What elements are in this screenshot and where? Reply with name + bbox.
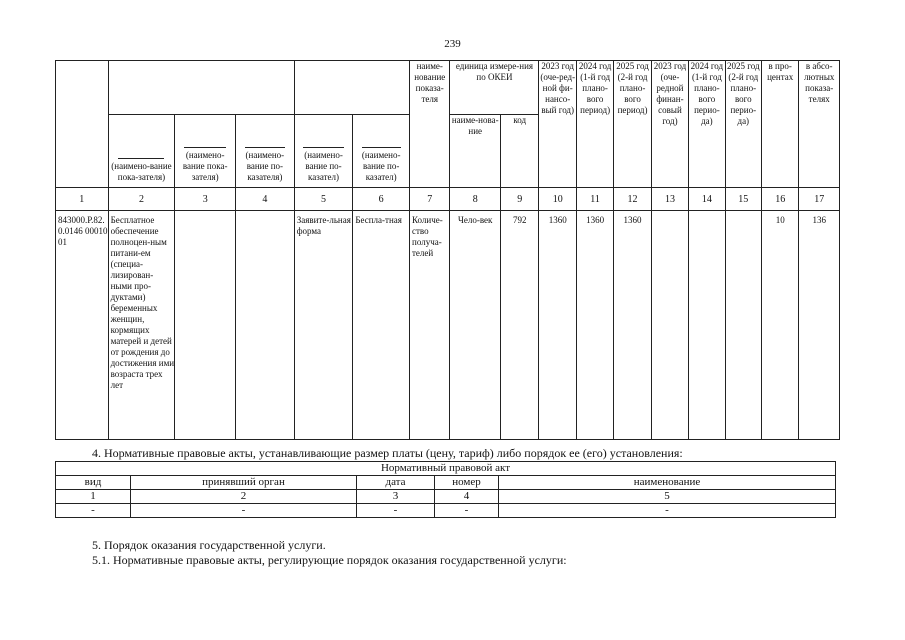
col-number: 5 [499,490,836,504]
col-number: 1 [56,490,131,504]
col-number: 11 [576,188,613,211]
col-number: 4 [236,188,295,211]
subheader-name-2: (наимено-вание пока-зателя) [175,115,236,188]
legal-act-caption: Нормативный правовой акт [56,462,836,476]
header-2023-b: 2023 год (оче-редной финан-совый год) [651,61,688,188]
header-unit-okei: единица измере-ния по ОКЕИ [450,61,539,115]
col-number: 1 [56,188,109,211]
value-2025: 1360 [614,211,651,440]
header-type: вид [56,476,131,490]
registry-number: 843000.Р.82.0.0146 0001001 [56,211,109,440]
condition-payment: Беспла-тная [353,211,410,440]
col-number: 4 [435,490,499,504]
subheader-name-4: (наимено-вание по-казател) [294,115,353,188]
section-5-1-title: 5.1. Нормативные правовые акты, регулирующие порядок оказания государственной услуги: [92,553,567,567]
col-number: 2 [108,188,175,211]
header-2024-b: 2024 год (1-й год плано-вого перио-да) [689,61,725,188]
col-number: 10 [539,188,576,211]
header-2025-b: 2025 год (2-й год плано-вого перио-да) [725,61,761,188]
page-number: 239 [444,38,461,50]
header-percent: в про-центах [761,61,798,188]
cell-value: - [131,504,357,518]
col-number: 3 [357,490,435,504]
cell [175,211,236,440]
col-number: 2 [131,490,357,504]
subheader-name-5: (наимено-вание по-казател) [353,115,410,188]
unit-name: Чело-век [450,211,501,440]
header-group-content [108,61,294,115]
cell-value: - [357,504,435,518]
header-title: наименование [499,476,836,490]
header-2023-a: 2023 год (оче-ред-ной фи-нансо-вый год) [539,61,576,188]
indicator-name: Количе-ство получа-телей [410,211,450,440]
header-indicator-name: наиме-нование показа-теля [410,61,450,188]
col-number: 7 [410,188,450,211]
cell-value: - [435,504,499,518]
header-unit-code: код [501,115,539,188]
col-number: 14 [689,188,725,211]
subheader-name-1: (наимено-вание пока-зателя) [108,115,175,188]
header-number: номер [435,476,499,490]
col-number: 13 [651,188,688,211]
cell [651,211,688,440]
section-5-title: 5. Порядок оказания государственной услуги. [92,538,326,552]
cell-value: - [499,504,836,518]
header-absolute: в абсо-лютных показа-телях [799,61,840,188]
col-number: 17 [799,188,840,211]
col-number: 15 [725,188,761,211]
header-cell-empty [56,61,109,188]
subheader-name-3: (наимено-вание по-казателя) [236,115,295,188]
header-authority: принявший орган [131,476,357,490]
header-group-conditions [294,61,409,115]
value-2023: 1360 [539,211,576,440]
unit-code: 792 [501,211,539,440]
service-content: Бесплатное обеспечение полноцен-ным питани-ем (специа-лизирован-ными про-дуктами) беременных женщин, кормящих матерей и детей от рождения до достижения ими возраста трех лет [108,211,175,440]
cell [689,211,725,440]
col-number: 12 [614,188,651,211]
col-number: 9 [501,188,539,211]
col-number: 8 [450,188,501,211]
header-2025-a: 2025 год (2-й год плано-вого период) [614,61,651,188]
header-2024-a: 2024 год (1-й год плано-вого период) [576,61,613,188]
condition-form: Заявите-льная форма [294,211,353,440]
cell [236,211,295,440]
header-date: дата [357,476,435,490]
deviation-absolute: 136 [799,211,840,440]
col-number: 3 [175,188,236,211]
deviation-percent: 10 [761,211,798,440]
cell [725,211,761,440]
col-number: 5 [294,188,353,211]
col-number: 16 [761,188,798,211]
col-number: 6 [353,188,410,211]
legal-acts-table [55,461,836,518]
table-row [56,211,840,440]
cell-value: - [56,504,131,518]
indicator-table [55,60,840,440]
value-2024: 1360 [576,211,613,440]
section-4-title: 4. Нормативные правовые акты, устанавливающие размер платы (цену, тариф) либо порядок ее (его) установления: [92,446,683,460]
header-unit-name: наиме-нова-ние [450,115,501,188]
